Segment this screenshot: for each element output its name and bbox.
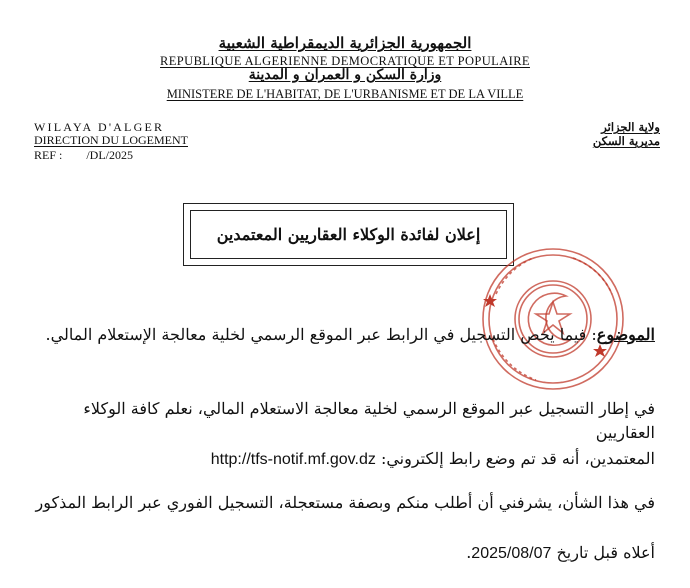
deadline-date: 2025/08/07 bbox=[471, 545, 552, 562]
subject-text: : فيما يخص التسجيل في الرابط عبر الموقع الرسمي لخلية معالجة الإستعلام المالي. bbox=[45, 325, 597, 344]
ministry-title-ar: وزارة السكن و العمران و المدينة bbox=[248, 67, 442, 83]
reference-label: REF : bbox=[34, 148, 63, 162]
direction-label: DIRECTION DU LOGEMENT bbox=[34, 133, 188, 147]
paragraph-2-line-2-text: أعلاه قبل تاريخ bbox=[556, 543, 655, 562]
paragraph-1-line-2 bbox=[29, 447, 655, 472]
wilaya-label: WILAYA D'ALGER bbox=[34, 120, 165, 134]
registration-link[interactable]: http://tfs-notif.mf.gov.dz bbox=[210, 451, 376, 468]
paragraph-1-line-2-text: المعتمدين، أنه قد تم وضع رابط إلكتروني: bbox=[380, 449, 655, 468]
reference-line bbox=[34, 148, 133, 162]
official-stamp bbox=[478, 244, 628, 394]
ministry-title-fr: MINISTERE DE L'HABITAT, DE L'URBANISME ET DE LA VILLE bbox=[166, 87, 524, 101]
paragraph-1-line-1: في إطار التسجيل عبر الموقع الرسمي لخلية معالجة الاستعلام المالي، نعلم كافة الوكلاء العقاريين bbox=[83, 399, 655, 442]
wilaya-label-ar: ولاية الجزائر bbox=[601, 120, 660, 134]
paragraph-2-line-1: في هذا الشأن، يشرفني أن أطلب منكم وبصفة مستعجلة، التسجيل الفوري عبر الرابط المذكور bbox=[35, 493, 655, 512]
reference-number: /DL/2025 bbox=[86, 148, 134, 162]
subject-line bbox=[46, 323, 655, 347]
announcement-title: إعلان لفائدة الوكلاء العقاريين المعتمدين bbox=[190, 210, 507, 259]
subject-label: الموضوع bbox=[596, 325, 655, 344]
republic-title-ar: الجمهورية الجزائرية الديمقراطية الشعبية bbox=[218, 34, 472, 52]
paragraph-2-line-2: أعلاه قبل تاريخ 2025/08/07. bbox=[466, 543, 655, 562]
direction-label-ar: مديرية السكن bbox=[592, 134, 660, 148]
republic-title-fr: REPUBLIQUE ALGERIENNE DEMOCRATIQUE ET POPULAIRE bbox=[160, 54, 530, 68]
